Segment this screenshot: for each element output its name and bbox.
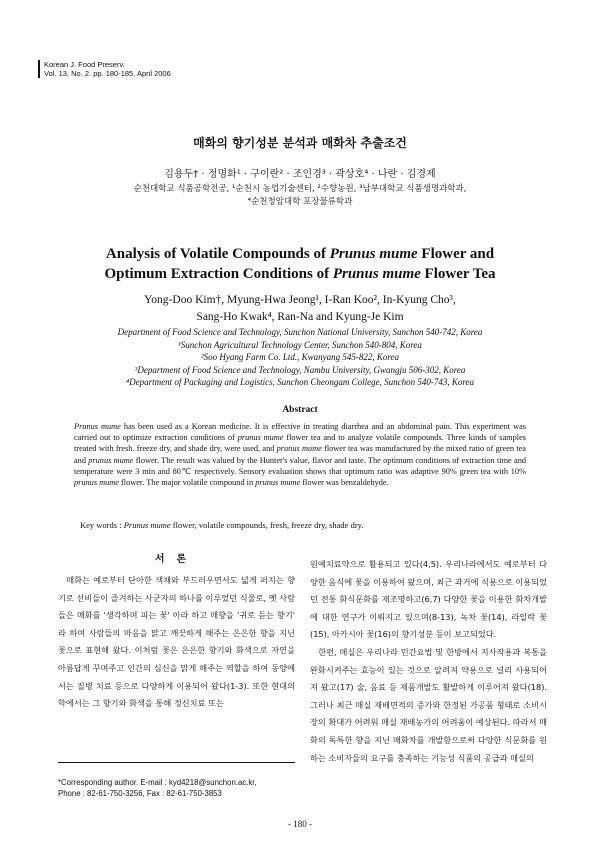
korean-affil-line2: ⁴순천청암대학 포장물류학과 — [247, 197, 353, 207]
abstract-text: flower tea was manufactured by the mixed ratio of green tea and — [74, 444, 526, 465]
korean-title: 매화의 향기성분 분석과 매화차 추출조건 — [193, 136, 407, 150]
species: prunus mume — [276, 444, 322, 454]
body-paragraph: 매화는 예로부터 단아한 색채와 부드러우면서도 넓게 퍼지는 향기로 선비들이 즐겨하는 사군자의 하나를 이루었던 식물로, 옛 사람들은 매화를 '생각하며 피는 꽃' 이라 하고 매향을 '귀로 듣는 향기' 라 하여 사람들의 마음을 맑고 깨끗하게 해주는 은은한 향을 지닌 꽃으로 표현해 왔다. 이처럼 꽃은 은은한 향기와 화색으로 자연을 아름답게 꾸며주고 인간의 심신을 맑게 해주는 역할을 하여 동양에서는 질병 치료 등으로 다양하게 이용되어 왔다(1-3). 또한 현대의학에서는 그 향기와 화색을 통해 정신치료 또는 — [58, 575, 295, 709]
authors-line1: Yong-Doo Kim†, Myung-Hwa Jeong¹, I-Ran Koo², In-Kyung Cho³, — [144, 294, 456, 306]
title-part: Optimum Extraction Conditions of — [104, 266, 333, 282]
page-number: - 180 - — [288, 819, 312, 829]
species: Prunus mume — [74, 422, 121, 431]
footnote-phone: Phone : 82-61-750-3256, Fax : 82-61-750-3853 — [58, 789, 222, 798]
title-part: Flower and — [417, 246, 495, 262]
journal-name: Korean J. Food Preserv. — [44, 60, 125, 69]
body-paragraph: 한편, 매실은 우리나라 민간요법 및 한방에서 지사작용과 복통을 완화시켜주는 효능이 있는 것으로 알려져 약용으로 널리 사용되어져 왔고(17) 술, 음료 등 제품개발도 활발하게 이루어져 왔다(18). 그러나 최근 매실 재배면적의 증가와 한정된 가공품 형태로 소비시장의 확대가 어려워 매실 재배농가의 어려움이 예상된다. 따라서 매화의 독특한 향을 지닌 매화차를 개발함으로써 다양한 식문화를 원하는 소비자들의 요구를 충족하는 기능성 식품의 공급과 매실의 — [310, 646, 547, 763]
species: prunus mume — [74, 478, 119, 488]
species: prunus mume — [237, 433, 284, 443]
abstract-text: flower. The major volatile compound in — [118, 478, 256, 488]
abstract-body — [74, 421, 526, 488]
english-authors — [0, 292, 600, 326]
english-title — [0, 244, 600, 284]
affiliation: ⁴Department of Packaging and Logistics, Sunchon Cheongam College, Sunchon 540-743, Korea — [125, 377, 474, 387]
abstract-text: flower. The result was valued by the Hunter's value, flavor and taste. The optimum conditions of extraction time and temperature were 3 min and 80℃ respectively. Sensory evaluation shows that optimum ratio was adaptive 90% green tea with 10% — [74, 455, 526, 476]
keywords — [80, 520, 526, 530]
affiliation: Department of Food Science and Technology, Sunchon National University, Sunchon 540-742, Korea — [117, 327, 483, 337]
abstract-heading: Abstract — [282, 405, 318, 415]
keywords-label: Key words : — [80, 520, 124, 530]
title-part: Flower Tea — [420, 266, 496, 282]
english-affiliations — [0, 326, 600, 389]
left-column — [58, 553, 295, 713]
journal-volume: Vol. 13, No. 2. pp. 180-185, April 2006 — [44, 69, 171, 78]
affiliation: ³Department of Food Science and Technology, Nambu University, Gwangju 506-302, Korea — [134, 364, 466, 375]
korean-affiliations — [0, 183, 600, 209]
section-heading: 서론 — [154, 554, 199, 565]
journal-citation — [38, 60, 171, 78]
footnote-email: *Corresponding author. E-mail : kyd4218@sunchon.ac.kr, — [58, 778, 257, 787]
keyword-species: Prunus mume — [123, 520, 171, 530]
species: prunus mume — [88, 455, 134, 465]
title-part: Analysis of Volatile Compounds of — [105, 246, 330, 262]
title-species: Prunus mume — [332, 266, 421, 282]
abstract-text: flower tea and to analyze volatile compounds. Three kinds of samples treated with fresh. freeze dry, and shade dry, were used, and — [74, 433, 526, 454]
species: prunus mume — [255, 478, 301, 488]
abstract-text: flower was benzaldehyde. — [300, 478, 389, 488]
right-column — [310, 556, 547, 767]
title-species: Prunus mume — [329, 246, 418, 262]
body-paragraph: 원예치료약으로 활용되고 있다(4,5). 우리나라에서도 예로부터 다양한 음식에 꽃을 이용하여 왔으며, 최근 과거에 식용으로 이용되었던 전통 화식문화를 재조명하고(6,7) 다양한 꽃을 이용한 화차개발에 대한 연구가 이뤄지고 있으며(8-13), 녹차 꽃(14), 라일락 꽃(15), 아카시아 꽃(16)의 향기성분 등이 보고되었다. — [310, 559, 547, 640]
abstract-text: has been used as a Korean medicine. It is effective in treating diarrhea and an abdominal pain. This experiment was carried out to optimize extraction conditions of — [74, 422, 526, 443]
korean-authors: 김용두† · 정명화¹ · 구이란² · 조인경³ · 곽상호⁴ · 나란 · 김경제 — [164, 169, 436, 180]
affiliation: ²Soo Hyang Farm Co. Ltd., Kwanyang 545-822, Korea — [200, 352, 400, 362]
corresponding-footnote — [58, 762, 295, 799]
korean-affil-line1: 순천대학교 식품공학전공, ¹순천시 농업기술센터, ²수향농원, ³남부대학교 식품생명과학과, — [133, 184, 467, 194]
keywords-list: flower, volatile compounds, fresh, freeze dry, shade dry. — [170, 520, 364, 530]
affiliation: ¹Sunchon Agricultural Technology Center, Sunchon 540-804, Korea — [178, 339, 422, 350]
authors-line2: Sang-Ho Kwak⁴, Ran-Na and Kyung-Je Kim — [196, 311, 404, 323]
